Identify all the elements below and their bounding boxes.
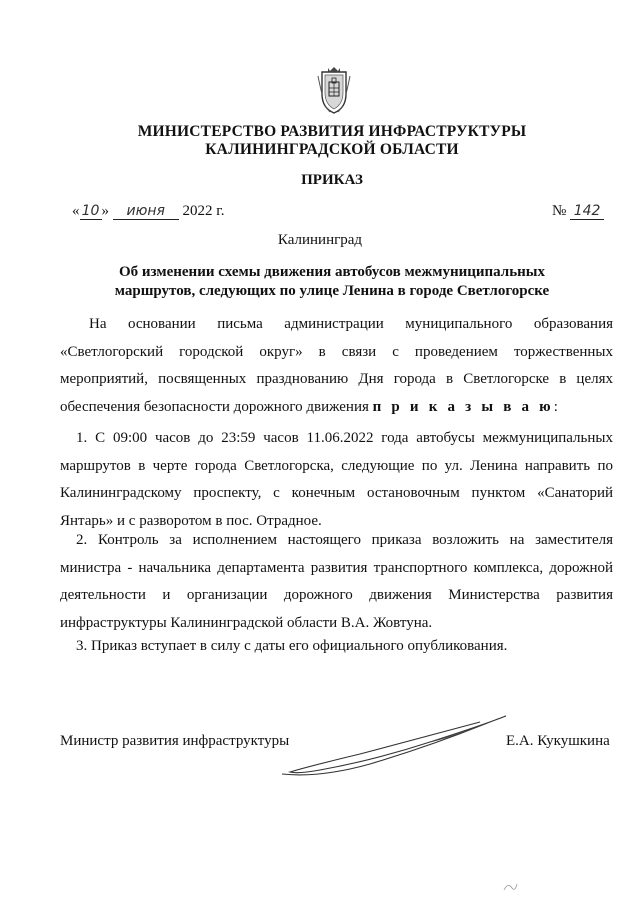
item-number: 3. [76,638,88,654]
handwritten-signature [280,712,510,782]
subject-line2: маршрутов, следующих по улице Ленина в городе Светлогорске [114,283,550,299]
item-text: Приказ вступает в силу с даты его официального опубликования. [91,638,508,654]
number-value: 142 [570,204,604,220]
item-number: 1. [76,430,88,446]
date-month: июня [113,204,179,220]
coat-of-arms-icon [316,66,352,116]
preamble [60,311,613,421]
subject-line1: Об изменении схемы движения автобусов межмуниципальных [119,264,545,280]
preamble-end: : [553,398,558,415]
document-type: ПРИКАЗ [301,172,363,188]
date-open-quote: « [72,203,80,219]
preamble-keyword: п р и к а з ы в а ю [372,398,554,415]
item-text: С 09:00 часов до 23:59 часов 11.06.2022 года автобусы межмуниципальных маршрутов в черте города Светлогорска, следующие по ул. Ленина направить по Калининградскому проспекту, с конечным остановочным пунктом «Санаторий Янтарь» и с разворотом в пос. Отрадное. [60,430,613,529]
number-sign: № [552,203,567,219]
signatory-position: Министр развития инфраструктуры [60,733,290,749]
preamble-text: На основании письма администрации муниципального образования «Светлогорский городской округ» в связи с проведением торжественных мероприятий, посвященных празднованию Дня города в Светлогорске в целях обеспечения безопасности дорожного движения [60,316,613,415]
ministry-name-line1: МИНИСТЕРСТВО РАЗВИТИЯ ИНФРАСТРУКТУРЫ [137,123,527,140]
order-item-3 [60,633,613,661]
date-close-quote: » [101,203,109,219]
scan-mark-icon [500,880,520,894]
ministry-name-line2: КАЛИНИНГРАДСКОЙ ОБЛАСТИ [205,141,459,158]
date-day: 10 [80,204,102,220]
signatory-name: Е.А. Кукушкина [506,733,610,749]
city: Калининград [277,232,363,248]
order-item-1 [60,425,613,535]
item-number: 2. [76,532,88,548]
item-text: Контроль за исполнением настоящего приказа возложить на заместителя министра - начальника департамента развития транспортного комплекса, дорожной деятельности и организации дорожного движения Министерства развития инфраструктуры Калининградской области В.А. Жовтуна. [60,532,614,631]
order-item-2 [60,527,613,637]
order-date [72,203,224,220]
order-subject [12,263,640,301]
order-number [552,203,604,220]
date-year: 2022 г. [182,203,225,219]
